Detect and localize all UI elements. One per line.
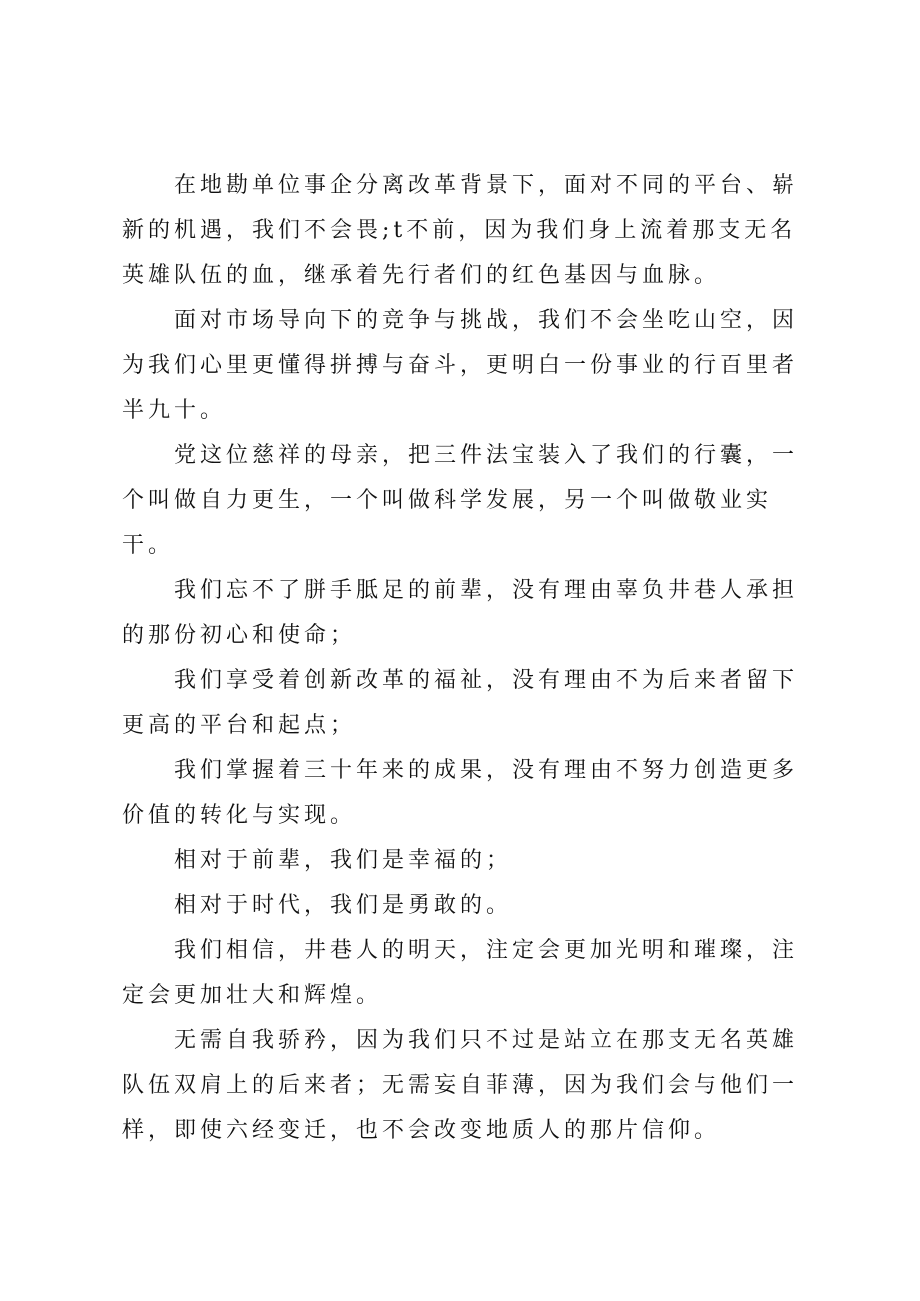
paragraph: 相对于前辈，我们是幸福的； xyxy=(174,848,513,873)
document-body xyxy=(122,163,806,1153)
paragraph: 面对市场导向下的竞争与挑战，我们不会坐吃山空，因为我们心里更懂得拼搏与奋斗，更明白一份事业的行百里者半九十。 xyxy=(122,308,799,423)
paragraph: 相对于时代，我们是勇敢的。 xyxy=(174,893,513,918)
paragraph: 在地勘单位事企分离改革背景下，面对不同的平台、崭新的机遇，我们不会畏;t不前，因为我们身上流着那支无名英雄队伍的血，继承着先行者们的红色基因与血脉。 xyxy=(122,173,799,288)
paragraph: 无需自我骄矜，因为我们只不过是站立在那支无名英雄队伍双肩上的后来者；无需妄自菲薄，因为我们会与他们一样，即使六经变迁，也不会改变地质人的那片信仰。 xyxy=(122,1028,799,1143)
paragraph: 我们相信，井巷人的明天，注定会更加光明和璀璨，注定会更加壮大和辉煌。 xyxy=(122,938,799,1008)
paragraph: 我们享受着创新改革的福祉，没有理由不为后来者留下更高的平台和起点； xyxy=(122,668,799,738)
paragraph: 我们掌握着三十年来的成果，没有理由不努力创造更多价值的转化与实现。 xyxy=(122,758,799,828)
paragraph: 党这位慈祥的母亲，把三件法宝装入了我们的行囊，一个叫做自力更生，一个叫做科学发展，另一个叫做敬业实干。 xyxy=(122,443,799,558)
paragraph: 我们忘不了胼手胝足的前辈，没有理由辜负井巷人承担的那份初心和使命； xyxy=(122,578,799,648)
